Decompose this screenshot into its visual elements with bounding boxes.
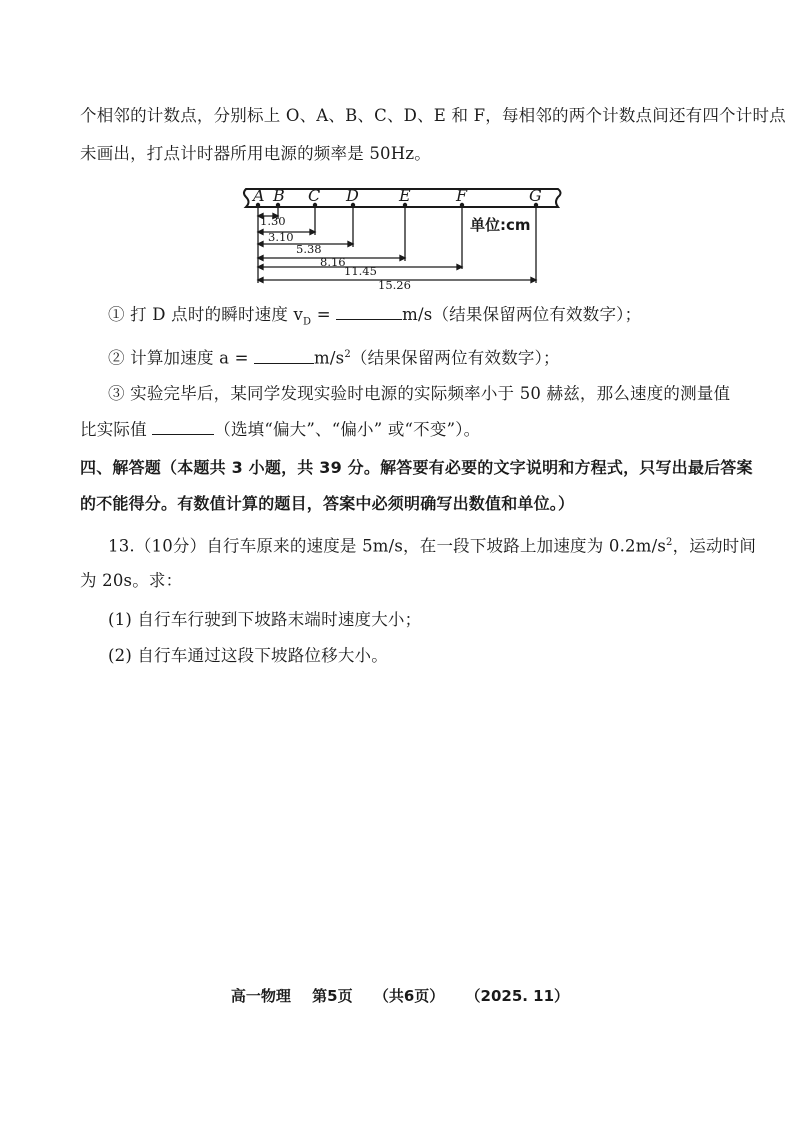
- question-1: [108, 303, 641, 334]
- q1-text-pre: ① 打 D 点时的瞬时速度 v: [108, 305, 304, 324]
- q2-unit: m/s: [314, 348, 345, 368]
- section-4-heading-line-2: 的不能得分。有数值计算的题目，答案中必须明确写出数值和单位。）: [80, 494, 575, 513]
- q2-answer-blank[interactable]: [254, 347, 314, 364]
- question-3-line-1: ③ 实验完毕后，某同学发现实验时电源的实际频率小于 50 赫兹，那么速度的测量值: [108, 384, 731, 403]
- point-label-B: B: [273, 186, 285, 205]
- footer-page: 第5页: [312, 987, 353, 1005]
- point-label-F: F: [456, 186, 468, 205]
- q3-text-post: （选填“偏大”、“偏小” 或“不变”）。: [214, 420, 481, 439]
- q3-answer-blank[interactable]: [152, 418, 214, 435]
- problem-13-part-1: (1) 自行车行驶到下坡路末端时速度大小；: [108, 610, 422, 629]
- p13-text-pre: 13.（10分）自行车原来的速度是 5m/s，在一段下坡路上加速度为 0.2m/s: [108, 536, 667, 556]
- q1-answer-blank[interactable]: [336, 303, 402, 320]
- intro-line-1: 个相邻的计数点，分别标上 O、A、B、C、D、E 和 F，每相邻的两个计数点间还有四个计时点: [80, 106, 786, 125]
- distance-label-AE: 8.16: [320, 255, 346, 269]
- footer-subject: 高一物理: [230, 987, 291, 1005]
- q2-text-post: （结果保留两位有效数字）；: [350, 348, 560, 368]
- distance-label-AB: 1.30: [260, 214, 286, 228]
- page-footer: [0, 985, 800, 1006]
- distance-label-AG: 15.26: [378, 278, 411, 292]
- q1-text-post: m/s（结果保留两位有效数字）；: [402, 305, 642, 324]
- p13-text-post: ，运动时间: [672, 536, 757, 556]
- footer-date: （2025. 11）: [465, 987, 570, 1005]
- distance-label-AD: 5.38: [296, 242, 322, 256]
- unit-label: 单位:cm: [470, 216, 531, 234]
- q2-text-pre: ② 计算加速度 a =: [108, 348, 255, 368]
- tape-diagram: [240, 183, 570, 293]
- problem-13-line-1: [108, 531, 756, 559]
- distance-label-AC: 3.10: [268, 230, 294, 244]
- p13-exponent: 2: [666, 537, 673, 548]
- problem-13-line-2: 为 20s。求：: [80, 571, 183, 590]
- q2-unit-exponent: 2: [344, 349, 351, 360]
- point-label-C: C: [308, 186, 321, 205]
- distance-label-AF: 11.45: [344, 264, 377, 278]
- point-label-A: A: [253, 186, 265, 205]
- section-4-heading-line-1: 四、解答题（本题共 3 小题，共 39 分。解答要有必要的文字说明和方程式，只写出最后答案: [80, 458, 753, 477]
- footer-total: （共6页）: [373, 987, 445, 1005]
- q1-equals: =: [311, 305, 337, 324]
- problem-13-part-2: (2) 自行车通过这段下坡路位移大小。: [108, 646, 388, 665]
- point-label-D: D: [346, 186, 359, 205]
- q1-subscript: D: [303, 316, 312, 328]
- point-label-G: G: [529, 186, 542, 205]
- intro-line-2: 未画出，打点计时器所用电源的频率是 50Hz。: [80, 144, 431, 163]
- question-2: [108, 343, 560, 371]
- question-3-line-2: [80, 418, 480, 442]
- point-label-E: E: [399, 186, 411, 205]
- q3-text-pre: 比实际值: [80, 420, 153, 439]
